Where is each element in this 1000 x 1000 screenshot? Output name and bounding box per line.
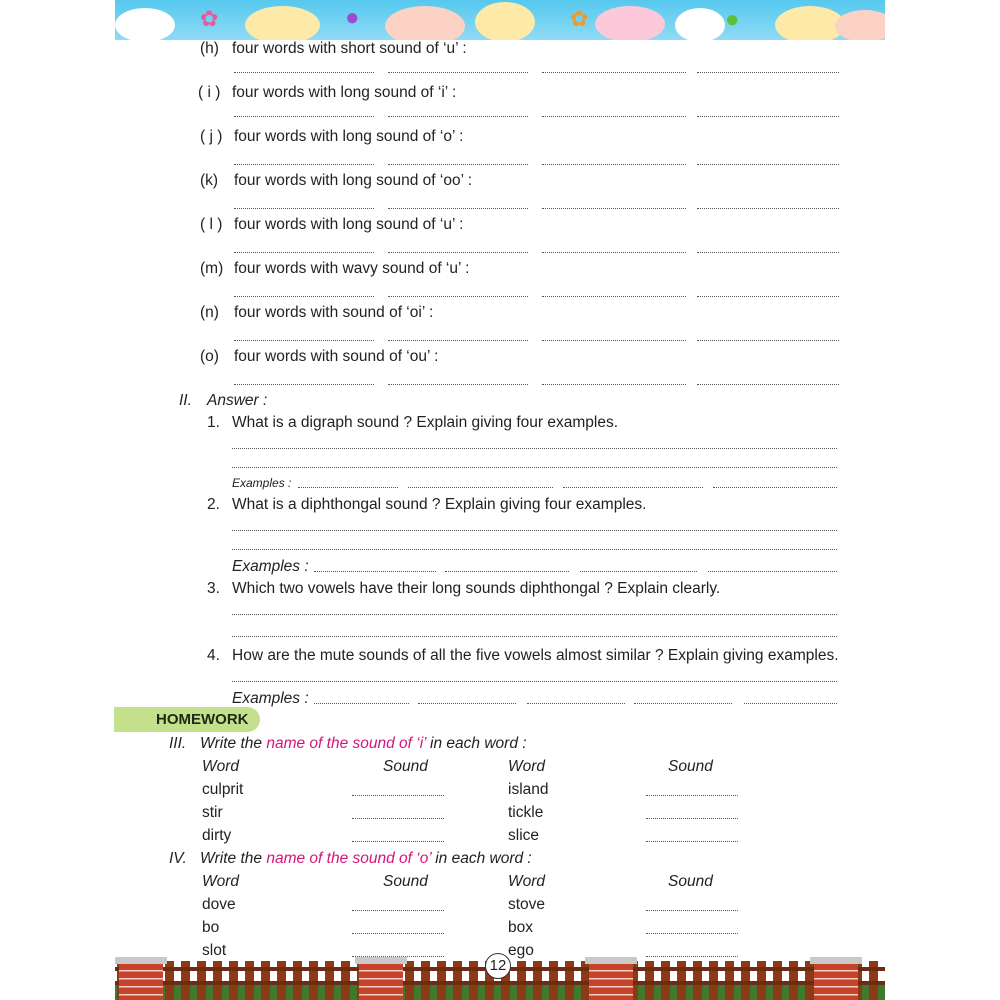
item-label: (o): [200, 348, 219, 365]
item-text: four words with sound of ‘oi’ :: [234, 304, 434, 321]
answer-blank[interactable]: [234, 252, 374, 253]
brick-pillar: [115, 957, 167, 1000]
word-cell: dirty: [202, 827, 232, 844]
answer-blank[interactable]: [388, 208, 528, 209]
answer-blank[interactable]: [697, 164, 839, 165]
answer-blank[interactable]: [234, 116, 374, 117]
fence-picket: [213, 961, 222, 1000]
answer-blank[interactable]: [697, 72, 839, 73]
word-cell: tickle: [508, 804, 544, 821]
fence-picket: [773, 961, 782, 1000]
fence-picket: [277, 961, 286, 1000]
answer-line[interactable]: [298, 487, 398, 488]
fence-picket: [677, 961, 686, 1000]
answer-line[interactable]: [744, 703, 837, 704]
answer-line[interactable]: [708, 571, 837, 572]
question-number: 1.: [207, 414, 220, 431]
fence-picket: [533, 961, 542, 1000]
item-label: ( i ): [198, 84, 221, 101]
item-text: four words with long sound of ‘oo’ :: [234, 172, 473, 189]
instruction-pre: Write the: [200, 735, 267, 752]
question-text: How are the mute sounds of all the five vowels almost similar ? Explain giving examples.: [232, 647, 839, 664]
fence-picket: [261, 961, 270, 1000]
brick-pillar: [585, 957, 637, 1000]
instruction-highlight: name of the sound of ‘o’: [266, 850, 431, 867]
answer-line[interactable]: [713, 487, 837, 488]
answer-blank[interactable]: [388, 252, 528, 253]
sound-blank[interactable]: [646, 818, 738, 819]
column-header-word: Word: [202, 758, 240, 775]
fence-picket: [645, 961, 654, 1000]
fence-picket: [517, 961, 526, 1000]
item-text: four words with sound of ‘ou’ :: [234, 348, 439, 365]
sound-blank[interactable]: [646, 910, 738, 911]
answer-blank[interactable]: [234, 384, 374, 385]
column-header-sound: Sound: [383, 758, 428, 775]
word-cell: ego: [508, 942, 534, 959]
column-header-sound: Sound: [383, 873, 428, 890]
fence-picket: [549, 961, 558, 1000]
question-number: 3.: [207, 580, 220, 597]
answer-blank[interactable]: [697, 208, 839, 209]
cloud-shape: [475, 2, 535, 40]
fence-picket: [341, 961, 350, 1000]
answer-line[interactable]: [314, 571, 436, 572]
fence-picket: [293, 961, 302, 1000]
sky-banner: [115, 0, 885, 40]
cloud-shape: [115, 8, 175, 40]
fence-picket: [309, 961, 318, 1000]
word-cell: dove: [202, 896, 236, 913]
sound-blank[interactable]: [646, 795, 738, 796]
answer-blank[interactable]: [542, 340, 686, 341]
brick-pillar: [355, 957, 407, 1000]
fence-picket: [757, 961, 766, 1000]
item-text: four words with long sound of ‘u’ :: [234, 216, 464, 233]
item-text: four words with long sound of ‘o’ :: [234, 128, 464, 145]
answer-line[interactable]: [634, 703, 732, 704]
fence-picket: [741, 961, 750, 1000]
answer-line[interactable]: [232, 681, 837, 682]
instruction-pre: Write the: [200, 850, 267, 867]
answer-blank[interactable]: [388, 164, 528, 165]
answer-blank[interactable]: [697, 340, 839, 341]
butterfly-icon: ✿: [570, 6, 589, 31]
question-number: 2.: [207, 496, 220, 513]
answer-line[interactable]: [408, 487, 553, 488]
answer-blank[interactable]: [542, 208, 686, 209]
sound-blank[interactable]: [352, 933, 444, 934]
answer-blank[interactable]: [234, 296, 374, 297]
instruction-post: in each word :: [430, 850, 532, 867]
fence-picket: [453, 961, 462, 1000]
examples-label: Examples :: [232, 476, 292, 490]
fence-picket: [421, 961, 430, 1000]
answer-blank[interactable]: [234, 72, 374, 73]
answer-blank[interactable]: [234, 208, 374, 209]
fence-picket: [469, 961, 478, 1000]
answer-line[interactable]: [232, 467, 837, 468]
fence-picket: [725, 961, 734, 1000]
answer-blank[interactable]: [697, 296, 839, 297]
question-text: What is a diphthongal sound ? Explain giving four examples.: [232, 496, 647, 513]
answer-blank[interactable]: [697, 384, 839, 385]
item-label: ( l ): [200, 216, 223, 233]
column-header-word: Word: [202, 873, 240, 890]
answer-blank[interactable]: [388, 340, 528, 341]
answer-blank[interactable]: [697, 116, 839, 117]
cloud-shape: [385, 6, 465, 40]
item-label: (k): [200, 172, 219, 189]
page-number: 12: [485, 953, 511, 979]
item-label: (m): [200, 260, 224, 277]
word-cell: bo: [202, 919, 220, 936]
instruction-post: in each word :: [425, 735, 527, 752]
word-cell: island: [508, 781, 549, 798]
fence-picket: [709, 961, 718, 1000]
instruction: [200, 735, 527, 753]
butterfly-icon: ✿: [200, 6, 219, 31]
sound-blank[interactable]: [352, 841, 444, 842]
cloud-shape: [675, 8, 725, 40]
examples-label: Examples :: [232, 690, 309, 707]
column-header-sound: Sound: [668, 873, 713, 890]
word-cell: slot: [202, 942, 227, 959]
answer-line[interactable]: [418, 703, 516, 704]
answer-blank[interactable]: [542, 72, 686, 73]
cloud-shape: [595, 6, 665, 40]
word-cell: slice: [508, 827, 540, 844]
column-header-word: Word: [508, 873, 546, 890]
cloud-shape: [835, 10, 885, 40]
cloud-shape: [245, 6, 320, 40]
fence-picket: [437, 961, 446, 1000]
fence-picket: [789, 961, 798, 1000]
item-text: four words with wavy sound of ‘u’ :: [234, 260, 470, 277]
sound-blank[interactable]: [646, 933, 738, 934]
fence-picket: [661, 961, 670, 1000]
fence-picket: [405, 961, 414, 1000]
fence-picket: [869, 961, 878, 1000]
section-heading: Answer :: [207, 392, 268, 409]
answer-line[interactable]: [232, 530, 837, 531]
answer-line[interactable]: [445, 571, 569, 572]
fence-picket: [325, 961, 334, 1000]
column-header-sound: Sound: [668, 758, 713, 775]
answer-line[interactable]: [232, 636, 837, 637]
question-number: 4.: [207, 647, 220, 664]
fence-picket: [181, 961, 190, 1000]
answer-blank[interactable]: [542, 384, 686, 385]
answer-blank[interactable]: [388, 116, 528, 117]
answer-line[interactable]: [527, 703, 625, 704]
instruction-highlight: name of the sound of ‘i’: [266, 735, 426, 752]
question-text: What is a digraph sound ? Explain giving four examples.: [232, 414, 618, 431]
section-numeral: III.: [169, 735, 187, 752]
item-label: (h): [200, 40, 219, 57]
word-cell: stir: [202, 804, 223, 821]
fence-picket: [229, 961, 238, 1000]
item-text: four words with long sound of ‘i’ :: [232, 84, 457, 101]
answer-line[interactable]: [232, 614, 837, 615]
column-header-word: Word: [508, 758, 546, 775]
section-numeral: II.: [179, 392, 192, 409]
answer-blank[interactable]: [542, 296, 686, 297]
examples-label: Examples :: [232, 558, 309, 575]
section-numeral: IV.: [169, 850, 187, 867]
answer-blank[interactable]: [697, 252, 839, 253]
item-label: ( j ): [200, 128, 223, 145]
instruction: [200, 850, 532, 868]
sound-blank[interactable]: [352, 795, 444, 796]
sound-blank[interactable]: [352, 818, 444, 819]
answer-blank[interactable]: [234, 164, 374, 165]
fence-picket: [245, 961, 254, 1000]
answer-line[interactable]: [232, 549, 837, 550]
sound-blank[interactable]: [646, 841, 738, 842]
answer-line[interactable]: [314, 703, 409, 704]
sound-blank[interactable]: [352, 910, 444, 911]
answer-blank[interactable]: [542, 116, 686, 117]
word-cell: box: [508, 919, 533, 936]
fence-picket: [581, 961, 590, 1000]
item-text: four words with short sound of ‘u’ :: [232, 40, 467, 57]
item-label: (n): [200, 304, 219, 321]
fence-picket: [565, 961, 574, 1000]
word-cell: culprit: [202, 781, 244, 798]
word-cell: stove: [508, 896, 546, 913]
homework-title: HOMEWORK: [156, 711, 249, 728]
fence-picket: [805, 961, 814, 1000]
answer-line[interactable]: [563, 487, 703, 488]
answer-blank[interactable]: [388, 72, 528, 73]
brick-pillar: [810, 957, 862, 1000]
answer-blank[interactable]: [542, 252, 686, 253]
fence-picket: [693, 961, 702, 1000]
answer-line[interactable]: [232, 448, 837, 449]
answer-blank[interactable]: [388, 296, 528, 297]
question-text: Which two vowels have their long sounds diphthongal ? Explain clearly.: [232, 580, 721, 597]
bird-icon: ●: [725, 6, 740, 33]
answer-blank[interactable]: [388, 384, 528, 385]
answer-line[interactable]: [580, 571, 697, 572]
fence-picket: [197, 961, 206, 1000]
answer-blank[interactable]: [542, 164, 686, 165]
fence-picket: [165, 961, 174, 1000]
bird-icon: ●: [345, 4, 360, 31]
answer-blank[interactable]: [234, 340, 374, 341]
